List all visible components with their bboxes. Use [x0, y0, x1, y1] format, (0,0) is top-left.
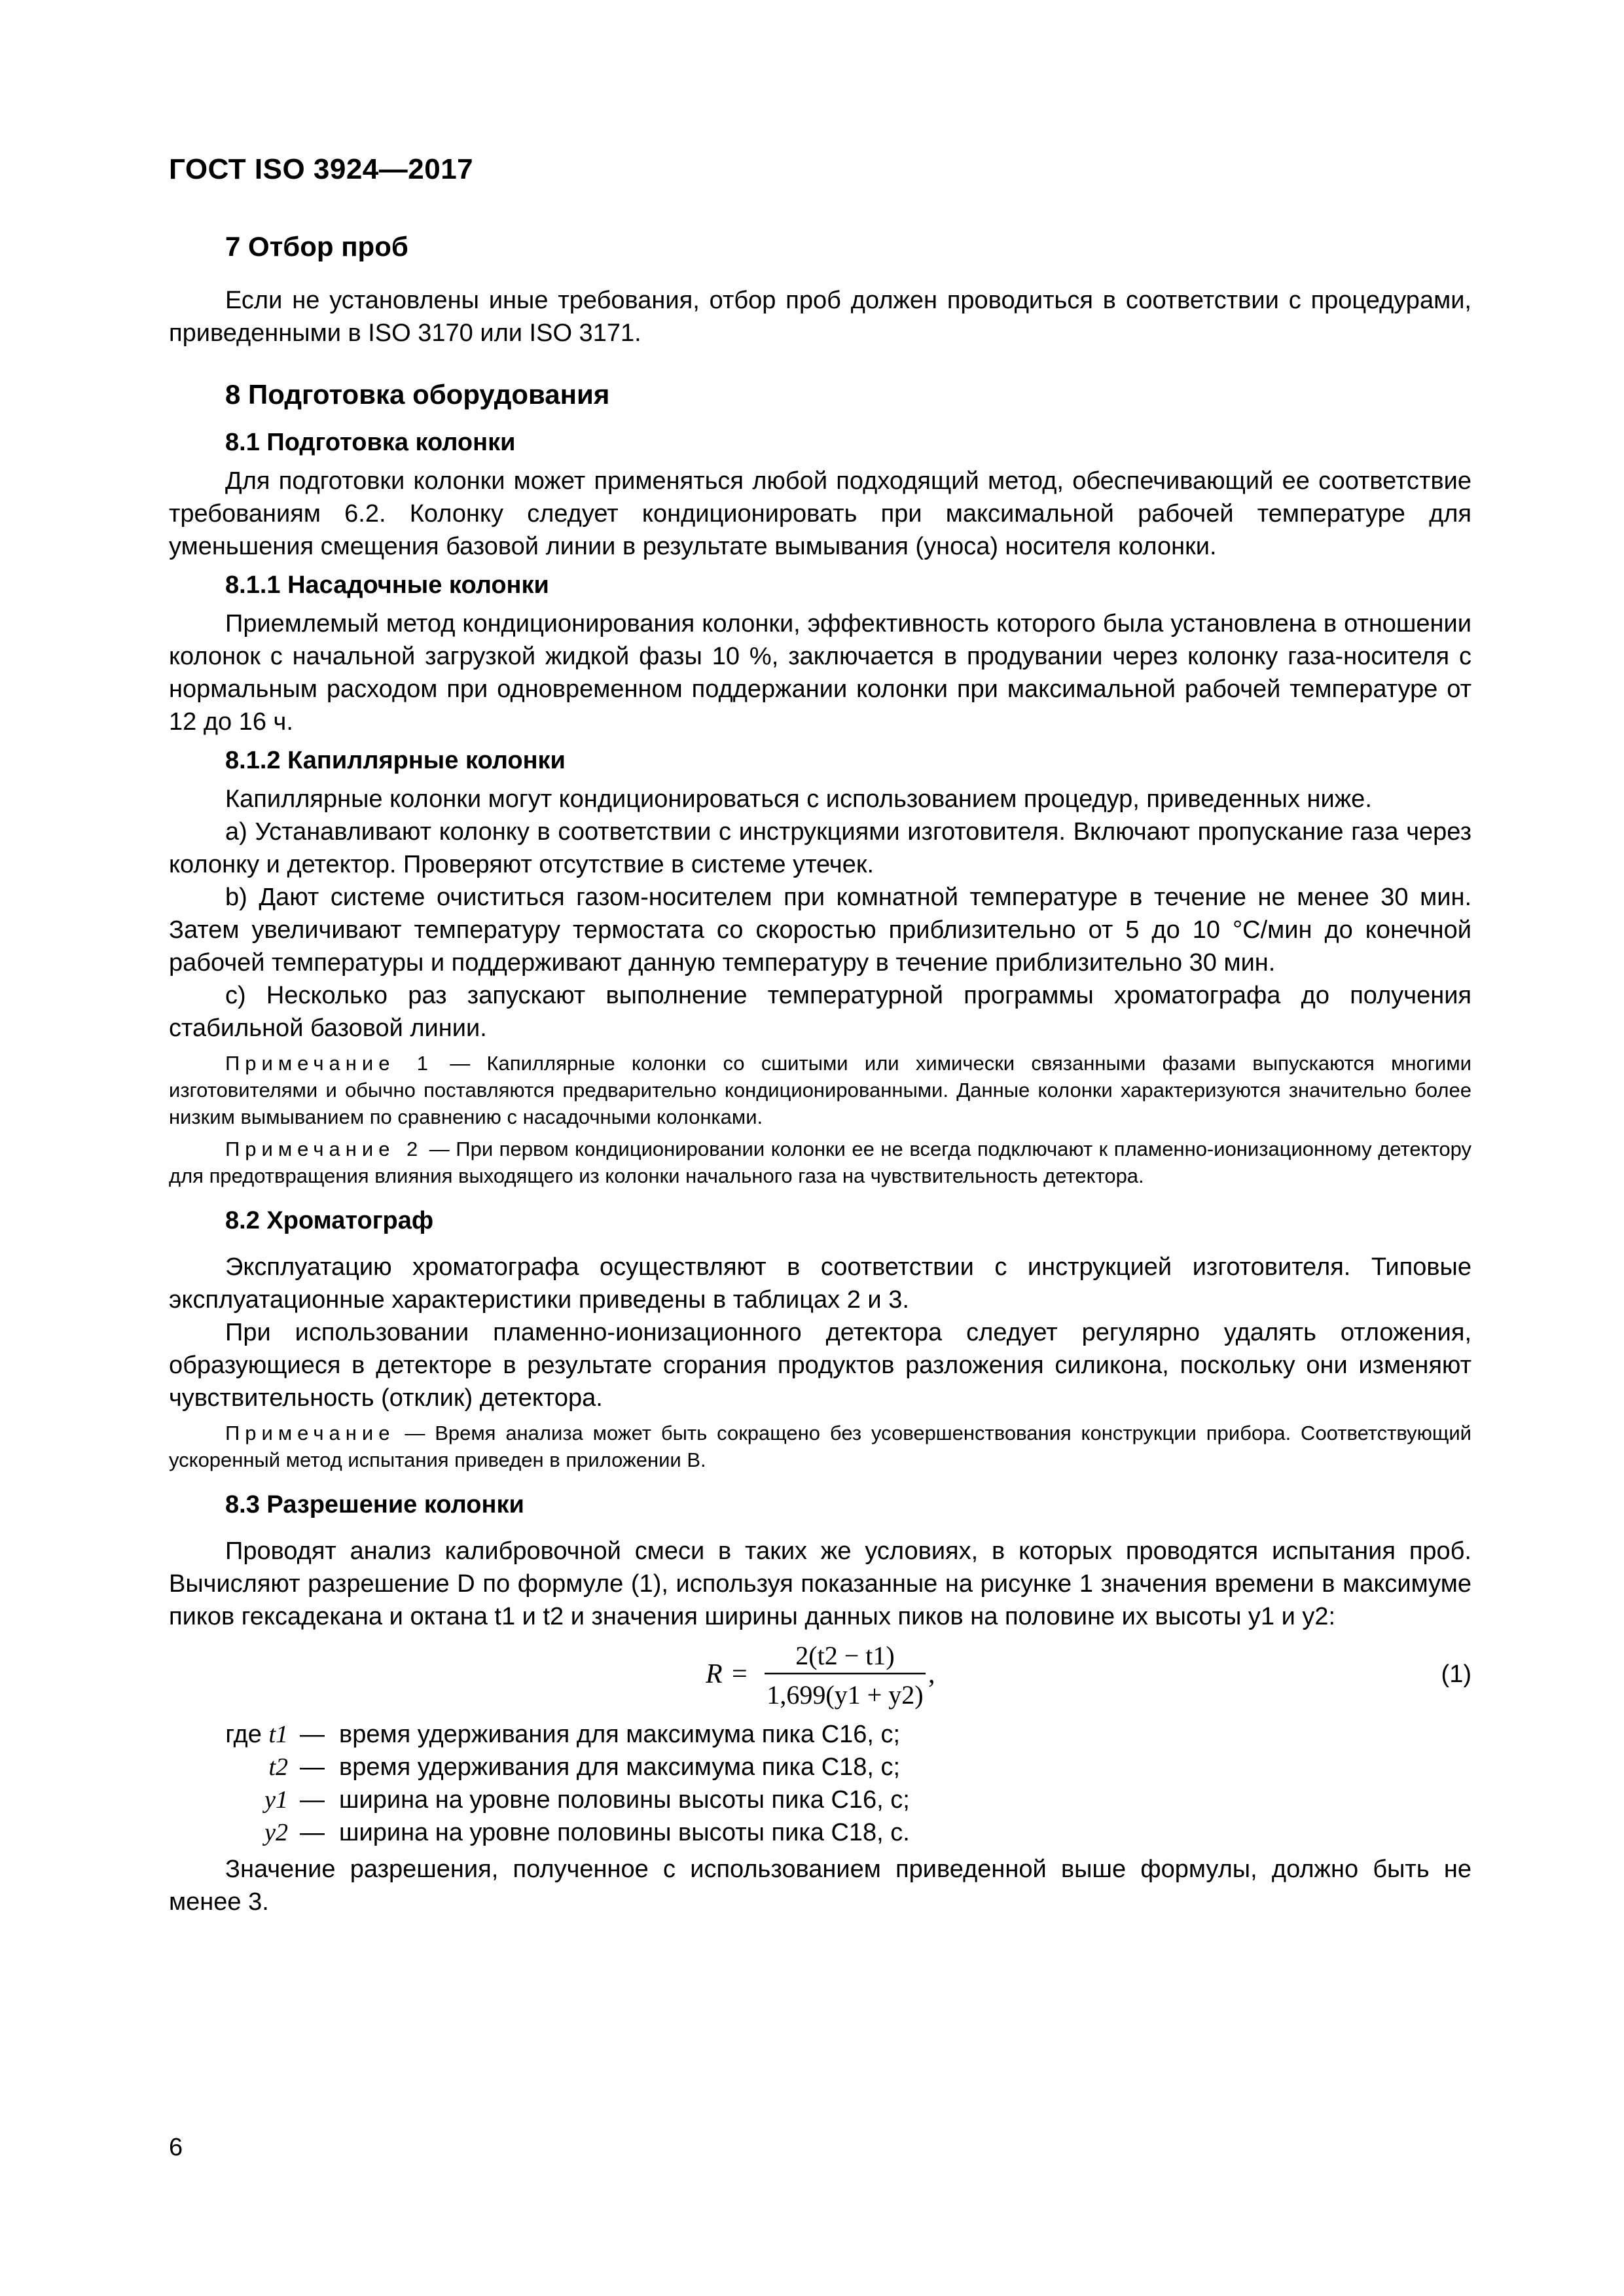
section-8-3-paragraph-2: Значение разрешения, полученное с использованием приведенной выше формулы, должно быть не менее 3. — [169, 1856, 1471, 1916]
page-number: 6 — [169, 2134, 183, 2161]
section-8-2-paragraph-1: Эксплуатацию хроматографа осуществляют в соответствии с инструкцией изготовителя. Типовые эксплуатационные характеристики приведены в таблицах 2 и 3. — [169, 1253, 1471, 1314]
note-1-text: — Капиллярные колонки со сшитыми или химически связанными фазами выпускаются многими изготовителями и обычно поставляются предварительно кондиционированными. Данные колонки характеризуются значительно более низким вымыванием по сравнению с насадочными колонками. — [169, 1052, 1471, 1128]
section-8-1-1-paragraph: Приемлемый метод кондиционирования колонки, эффективность которого была установлена в отношении колонок с начальной загрузкой жидкой фазы 10 %, заключается в продувании через колонку газа-носителя с нормальным расходом при одновременном поддержании колонки при максимальной рабочей температуре от 12 до 16 ч. — [169, 610, 1471, 736]
section-8-3-paragraph-1: Проводят анализ калибровочной смеси в таких же условиях, в которых проводятся испытания проб. Вычисляют разрешение D по формуле (1), используя показанные на рисунке 1 значения времени в максимуме пиков гексадекана и октана t1 и t2 и значения ширины данных пиков на половине их высоты y1 и y2: — [169, 1537, 1471, 1630]
where-description: ширина на уровне половины высоты пика C18, с. — [339, 1819, 910, 1846]
formula-numerator: 2(t2 − t1) — [795, 1641, 895, 1670]
section-8-title: 8 Подготовка оборудования — [225, 379, 610, 410]
where-symbol: где t1 — [225, 1721, 288, 1748]
note-2-label: Примечание 2 — [225, 1138, 424, 1160]
note-1 — [169, 1050, 1471, 1130]
resolution-formula — [706, 1636, 1098, 1714]
note-8-2-label: Примечание — [225, 1422, 395, 1444]
note-8-2-text: — Время анализа может быть сокращено без усовершенствования конструкции прибора. Соответствующий ускоренный метод испытания приведен в приложении В. — [169, 1422, 1471, 1471]
section-8-2-title: 8.2 Хроматограф — [225, 1207, 434, 1234]
formula-equals: = — [732, 1659, 748, 1689]
document-page — [169, 0, 1471, 2296]
section-8-1-2-paragraph: Капиллярные колонки могут кондиционироваться с использованием процедур, приведенных ниже. — [225, 785, 1372, 813]
section-7-paragraph: Если не установлены иные требования, отбор проб должен проводиться в соответствии с процедурами, приведенными в ISO 3170 или ISO 3171. — [169, 287, 1471, 347]
where-row: t2 — время удерживания для максимума пика C18, с; — [169, 1751, 1471, 1784]
section-8-1-1-title: 8.1.1 Насадочные колонки — [225, 571, 549, 599]
where-description: время удерживания для максимума пика C18, с; — [339, 1753, 901, 1781]
section-7-title: 7 Отбор проб — [225, 231, 408, 262]
where-description: время удерживания для максимума пика C16, с; — [339, 1721, 901, 1748]
note-1-label: Примечание 1 — [225, 1052, 433, 1075]
where-description: ширина на уровне половины высоты пика C16, с; — [339, 1786, 910, 1814]
where-row: где t1 — время удерживания для максимума пика C16, с; — [169, 1718, 1471, 1751]
formula-1 — [169, 1636, 1471, 1714]
document-header: ГОСТ ISO 3924—2017 — [169, 153, 474, 185]
list-item-c: c) Несколько раз запускают выполнение температурной программы хроматографа до получения стабильной базовой линии. — [169, 982, 1471, 1042]
note-2 — [169, 1136, 1471, 1189]
where-symbol: t2 — [268, 1753, 288, 1781]
section-8-1-2-title: 8.1.2 Капиллярные колонки — [225, 747, 566, 774]
where-intro: где — [225, 1721, 262, 1748]
note-2-text: — При первом кондиционировании колонки ее не всегда подключают к пламенно-ионизационному детектору для предотвращения влияния выходящего из колонки начального газа на чувствительность детектора. — [169, 1138, 1471, 1187]
where-symbol: y2 — [264, 1819, 288, 1846]
where-row: y1 — ширина на уровне половины высоты пика C16, с; — [169, 1784, 1471, 1816]
section-8-1-paragraph: Для подготовки колонки может применяться любой подходящий метод, обеспечивающий ее соответствие требованиям 6.2. Колонку следует кондиционировать при максимальной рабочей температуре для уменьшения смещения базовой линии в результате вымывания (уноса) носителя колонки. — [169, 467, 1471, 560]
document-body — [169, 226, 1471, 1918]
section-8-3-title: 8.3 Разрешение колонки — [225, 1491, 524, 1518]
section-8-1-title: 8.1 Подготовка колонки — [225, 429, 516, 456]
formula-denominator: 1,699(y1 + y2) — [767, 1680, 924, 1710]
where-list — [169, 1718, 1471, 1849]
formula-lhs: R — [706, 1659, 723, 1689]
note-8-2 — [169, 1420, 1471, 1473]
where-row: y2 — ширина на уровне половины высоты пика C18, с. — [169, 1816, 1471, 1849]
list-item-a: a) Устанавливают колонку в соответствии с инструкциями изготовителя. Включают пропускание газа через колонку и детектор. Проверяют отсутствие в системе утечек. — [169, 818, 1471, 878]
formula-comma: , — [928, 1659, 935, 1689]
where-symbol: y1 — [264, 1786, 288, 1814]
section-8-2-paragraph-2: При использовании пламенно-ионизационного детектора следует регулярно удалять отложения, образующиеся в детекторе в результате сгорания продуктов разложения силикона, поскольку они изменяют чувствительность (отклик) детектора. — [169, 1319, 1471, 1412]
formula-number: (1) — [1441, 1660, 1471, 1688]
list-item-b: b) Дают системе очиститься газом-носителем при комнатной температуре в течение не менее 30 мин. Затем увеличивают температуру термостата со скоростью приблизительно от 5 до 10 °C/мин до конечной рабочей температуры и поддерживают данную температуру в течение приблизительно 30 мин. — [169, 884, 1471, 977]
